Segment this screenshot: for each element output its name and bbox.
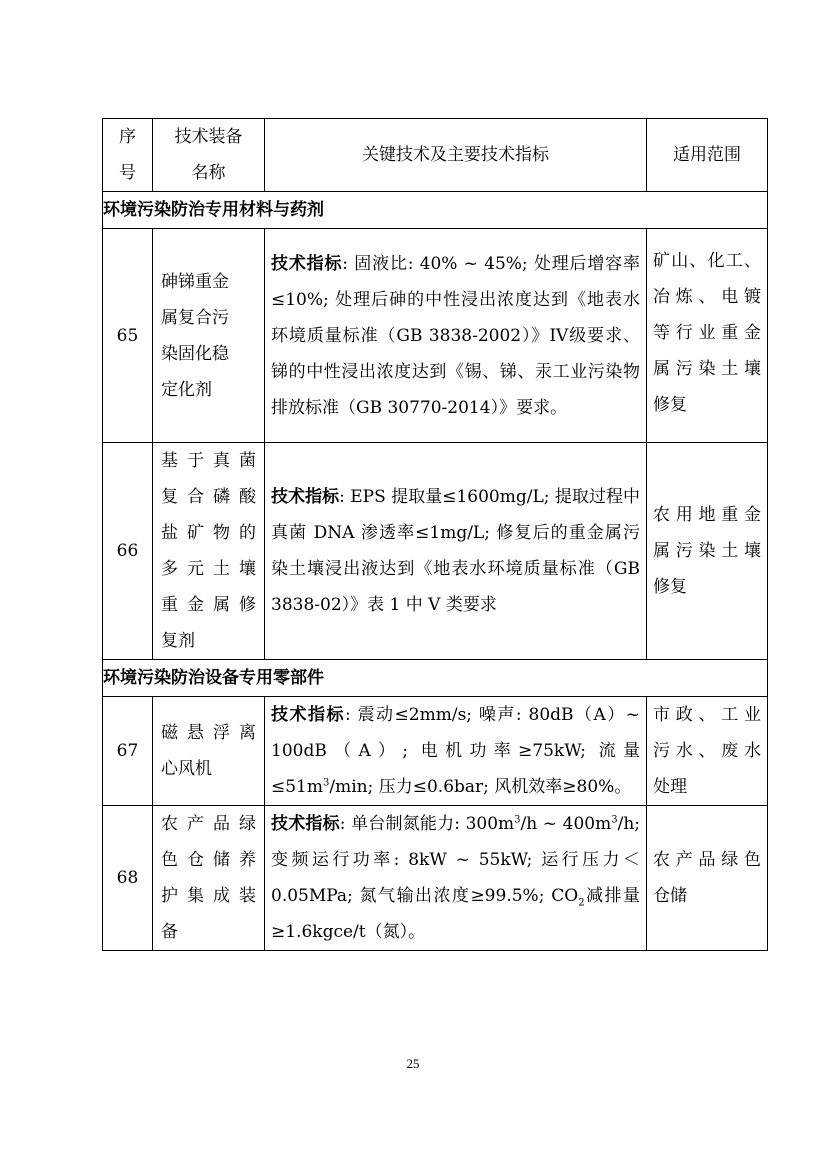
row-scope: 矿山、化工、 冶炼、电镀 等行业重金 属污染土壤 修复 [647,229,768,443]
section-title: 环境污染防治专用材料与药剂 [103,192,768,229]
spec-label: 技术指标 [271,705,345,725]
spec-label: 技术指标 [271,253,343,274]
table-row [103,697,768,806]
header-col-name: 技术装备 名称 [153,119,265,192]
row-scope: 农用地重金 属污染土壤 修复 [647,443,768,660]
section-row [103,192,768,229]
header-col-spec: 关键技术及主要技术指标 [265,119,647,192]
row-spec: 技术指标: 震动≤2mm/s; 噪声: 80dB（A）~ 100dB（A）; 电机功率≥75kW; 流量$\le 51m^3/\min$; 压力≤0.6bar; 风机效率≥80%。 [265,697,647,806]
row-number: 67 [103,697,153,806]
table-row [103,443,768,660]
spec-label: 技术指标 [271,487,340,507]
row-spec: 技术指标: 单台制氮能力: $300m^3/h$ ~ $400m^3/h$; 变频运行功率: 8kW ~ 55kW; 运行压力＜0.05MPa; 氮气输出浓度≥99.5%; $CO_2$减排量≥1.6kgce/t（氮）。 [265,806,647,951]
spec-label: 技术指标 [271,814,340,834]
header-col-scope: 适用范围 [647,119,768,192]
section-row [103,660,768,697]
row-number: 65 [103,229,153,443]
table-row [103,229,768,443]
page-number: 25 [406,1056,420,1071]
row-spec: 技术指标: 固液比: 40% ~ 45%; 处理后增容率≤10%; 处理后砷的中性浸出浓度达到《地表水环境质量标准（GB 3838-2002）》IV级要求、锑的中性浸出浓度达到《锡、锑、汞工业污染物排放标准（GB 30770-2014）》要求。 [265,229,647,443]
row-number: 66 [103,443,153,660]
row-scope: 市政、工业 污水、废水 处理 [647,697,768,806]
section-title: 环境污染防治设备专用零部件 [103,660,768,697]
row-name: 农产品绿 色仓储养 护集成装 备 [153,806,265,951]
row-name: 磁悬浮离 心风机 [153,697,265,806]
table-row [103,806,768,951]
table-header-row [103,119,768,192]
header-col-no: 序 号 [103,119,153,192]
row-name: 砷锑重金 属复合污 染固化稳 定化剂 [153,229,265,443]
row-number: 68 [103,806,153,951]
row-scope: 农产品绿色 仓储 [647,806,768,951]
equipment-table [102,118,768,951]
row-name: 基于真菌 复合磷酸 盐矿物的 多元土壤 重金属修 复剂 [153,443,265,660]
row-spec: 技术指标: EPS 提取量≤1600mg/L; 提取过程中真菌 DNA 渗透率≤1mg/L; 修复后的重金属污染土壤浸出液达到《地表水环境质量标准（GB 3838-02）》表 1 中 V 类要求 [265,443,647,660]
